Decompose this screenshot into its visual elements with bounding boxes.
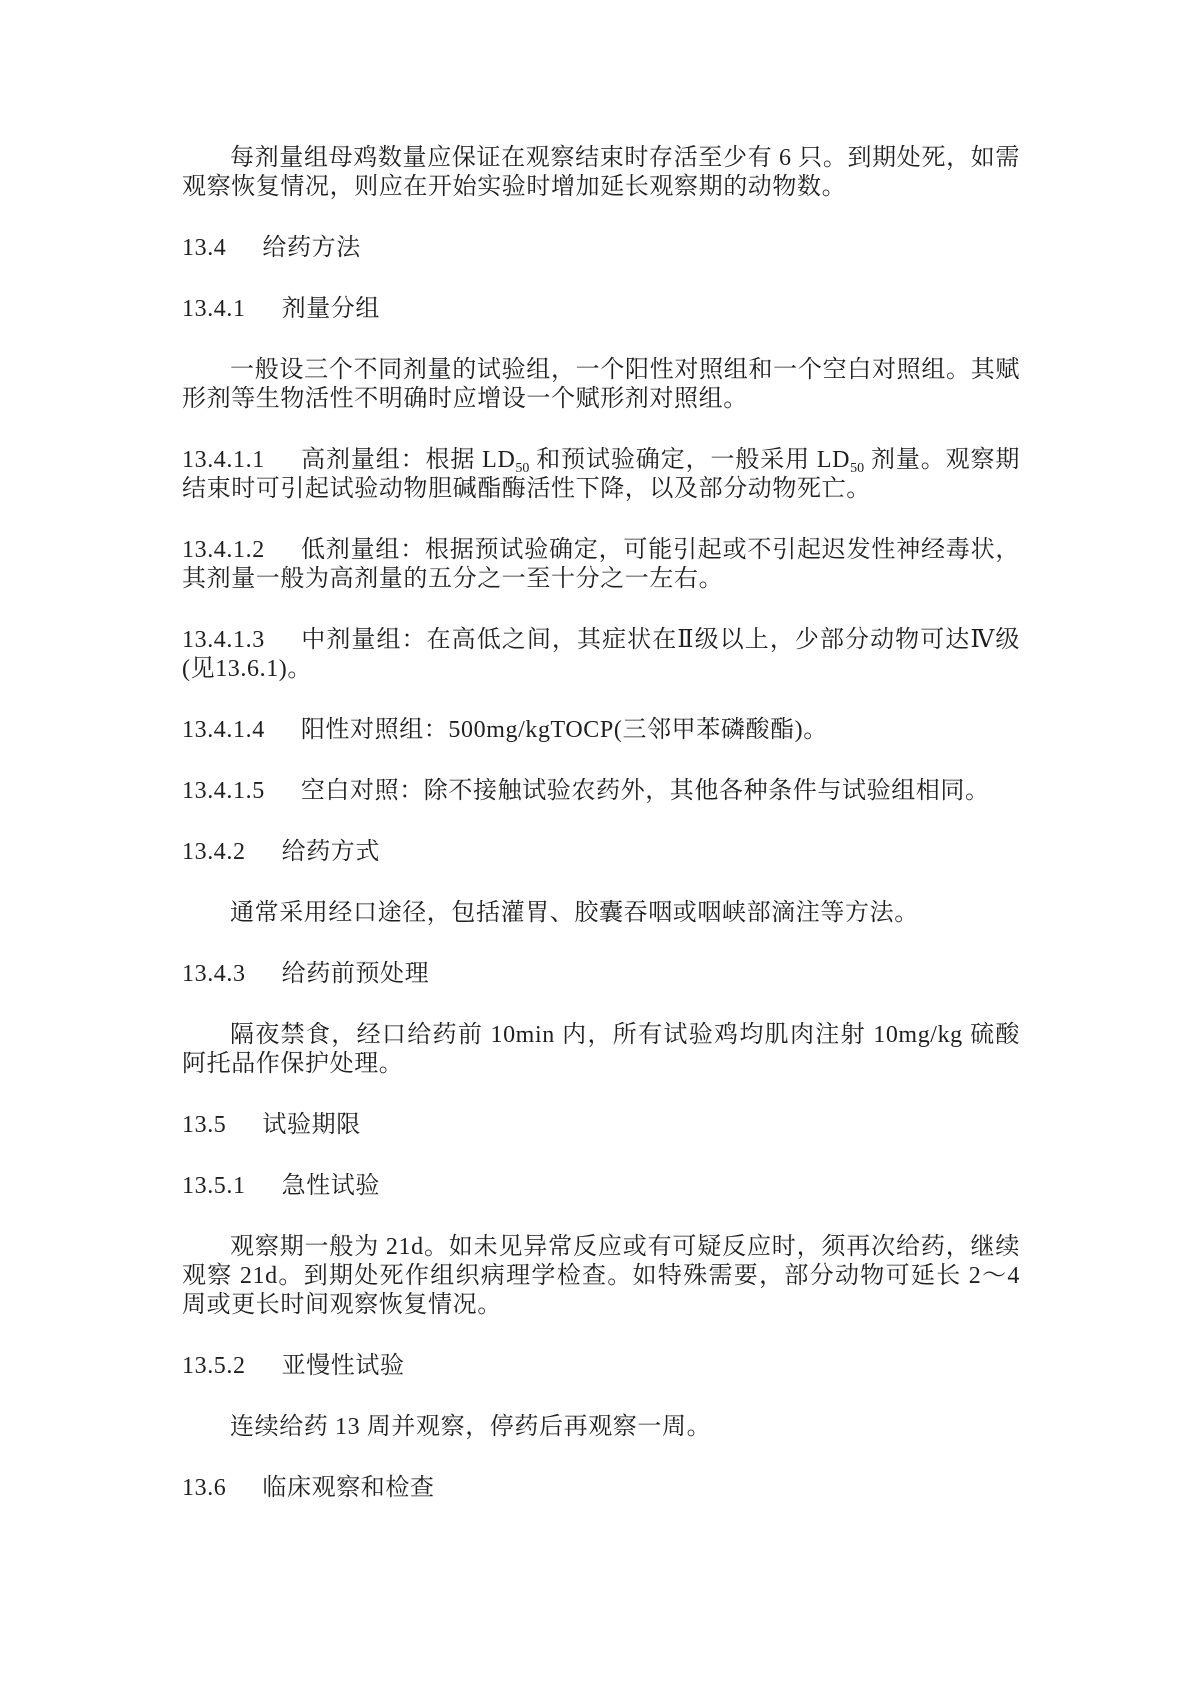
- section-number: 13.5.1: [182, 1173, 246, 1199]
- clause-text: [182, 447, 1020, 502]
- section-title: 给药方式: [281, 839, 381, 865]
- section-number: 13.6: [182, 1475, 227, 1501]
- section-number: 13.5: [182, 1112, 227, 1138]
- section-title: 急性试验: [281, 1173, 381, 1199]
- clause-13-4-1-3-mid-dose: [182, 626, 1020, 684]
- section-number: 13.4.3: [182, 961, 246, 987]
- section-title: 亚慢性试验: [281, 1353, 405, 1379]
- clause-text-part: 和预试验确定，一般采用 LD: [529, 447, 851, 473]
- paragraph-acute-observation: 观察期一般为 21d。如未见异常反应或有可疑反应时，须再次给药，继续观察 21d。到期处死作组织病理学检查。如特殊需要，部分动物可延长 2～4 周或更长时间观察恢复情况。: [182, 1234, 1020, 1318]
- heading-13-5-2: [182, 1352, 1020, 1381]
- clause-13-4-1-2-low-dose: [182, 536, 1020, 594]
- clause-13-4-1-4-positive-control: [182, 716, 1020, 745]
- clause-13-4-1-1-high-dose: [182, 446, 1020, 504]
- clause-number: 13.4.1.4: [182, 717, 265, 743]
- clause-13-4-1-5-blank-control: [182, 777, 1020, 806]
- clause-text: 阳性对照组：500mg/kgTOCP(三邻甲苯磷酸酯)。: [300, 717, 828, 743]
- clause-text-part: 剂量。观察期结束时可引起试验动物胆碱酯酶活性下降，以及部分动物死亡。: [182, 447, 1020, 502]
- heading-13-5-1: [182, 1172, 1020, 1201]
- section-title: 给药方法: [262, 235, 361, 261]
- paragraph-subchronic: 连续给药 13 周并观察，停药后再观察一周。: [230, 1414, 712, 1440]
- paragraph-hen-survival: 每剂量组母鸡数量应保证在观察结束时存活至少有 6 只。到期处死，如需观察恢复情况，则应在开始实验时增加延长观察期的动物数。: [182, 145, 1020, 200]
- heading-13-5: [182, 1111, 1020, 1140]
- heading-13-4: [182, 234, 1020, 263]
- clause-number: 13.4.1.1: [182, 447, 265, 473]
- document-content: [182, 144, 1020, 1503]
- clause-text: 中剂量组：在高低之间，其症状在Ⅱ级以上，少部分动物可达Ⅳ级(见13.6.1)。: [182, 627, 1020, 682]
- clause-number: 13.4.1.3: [182, 627, 265, 653]
- paragraph-pretreatment: 隔夜禁食，经口给药前 10min 内，所有试验鸡均肌肉注射 10mg/kg 硫酸阿托品作保护处理。: [182, 1022, 1020, 1077]
- section-number: 13.4.2: [182, 839, 246, 865]
- clause-number: 13.4.1.2: [182, 537, 265, 563]
- ld50-subscript: 50: [850, 461, 865, 476]
- heading-13-4-2: [182, 838, 1020, 867]
- paragraph-administration-route: 通常采用经口途径，包括灌胃、胶囊吞咽或咽峡部滴注等方法。: [230, 900, 919, 926]
- clause-number: 13.4.1.5: [182, 778, 265, 804]
- ld50-subscript: 50: [515, 461, 530, 476]
- section-number: 13.4.1: [182, 296, 246, 322]
- clause-text-part: 高剂量组：根据 LD: [300, 447, 516, 473]
- section-title: 临床观察和检查: [262, 1475, 435, 1501]
- section-title: 给药前预处理: [281, 961, 430, 987]
- clause-text: 空白对照：除不接触试验农药外，其他各种条件与试验组相同。: [300, 778, 990, 804]
- heading-13-6: [182, 1474, 1020, 1503]
- heading-13-4-1: [182, 295, 1020, 324]
- section-number: 13.4: [182, 235, 227, 261]
- paragraph-dose-groups: 一般设三个不同剂量的试验组，一个阳性对照组和一个空白对照组。其赋形剂等生物活性不明确时应增设一个赋形剂对照组。: [182, 357, 1020, 412]
- clause-text: 低剂量组：根据预试验确定，可能引起或不引起迟发性神经毒状，其剂量一般为高剂量的五分之一至十分之一左右。: [182, 537, 1020, 592]
- section-title: 剂量分组: [281, 296, 381, 322]
- section-number: 13.5.2: [182, 1353, 246, 1379]
- heading-13-4-3: [182, 960, 1020, 989]
- section-title: 试验期限: [262, 1112, 361, 1138]
